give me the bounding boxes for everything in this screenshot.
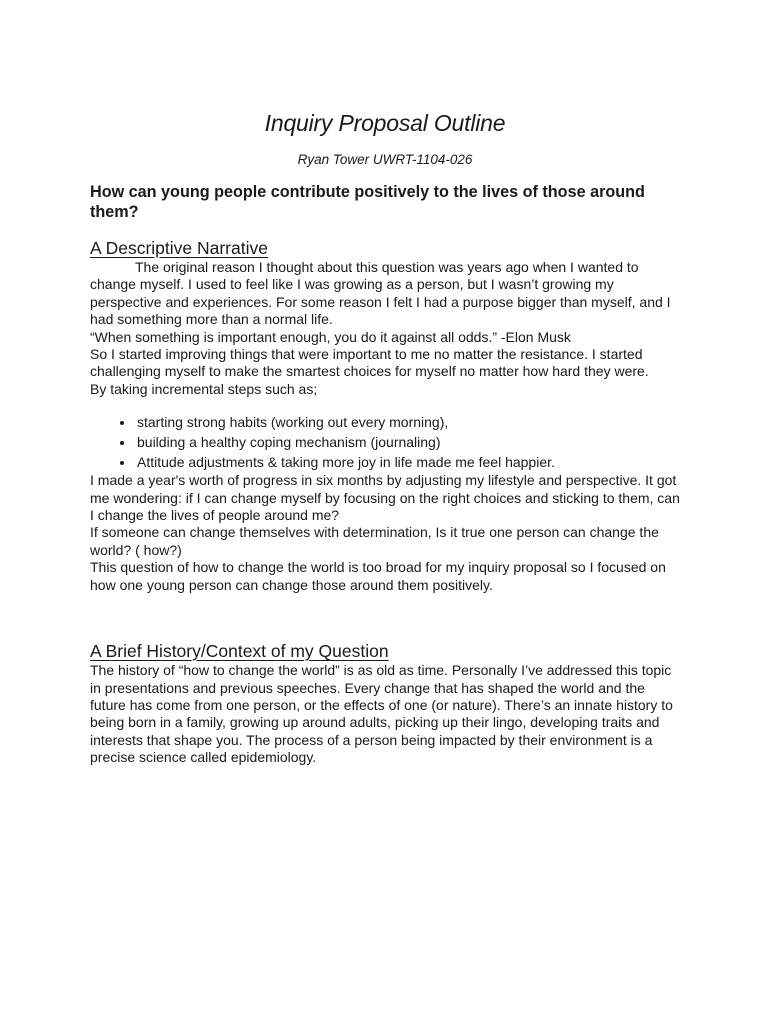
- section-heading-narrative: A Descriptive Narrative: [90, 238, 268, 258]
- section-heading-history: A Brief History/Context of my Question: [90, 641, 389, 662]
- bullet-item: • starting strong habits (working out every morning),: [135, 412, 680, 432]
- inquiry-question: How can young people contribute positively to the lives of those around them?: [90, 183, 645, 221]
- narrative-paragraph-3: By taking incremental steps such as;: [90, 380, 318, 397]
- elon-musk-quote: “When something is important enough, you do it against all odds.” -Elon Musk: [90, 328, 571, 345]
- narrative-paragraph-4: I made a year's worth of progress in six months by adjusting my lifestyle and perspective. It got me wondering: if I can change myself by focusing on the right choices and sticking to them, can I change the lives of people around me?: [90, 472, 680, 524]
- narrative-paragraph-6: This question of how to change the world is too broad for my inquiry proposal so I focused on how one young person can change those around them positively.: [90, 559, 666, 593]
- narrative-paragraph-2: So I started improving things that were important to me no matter the resistance. I started challenging myself to make the smartest choices for myself no matter how hard they were.: [90, 346, 649, 380]
- history-paragraph-1: The history of “how to change the world” is as old as time. Personally I’ve addressed this topic in presentations and previous speeches. Every change that has shaped the world and the future has come from one person, or the effects of one (or nature). There’s an innate history to being born in a family, growing up around adults, picking up their lingo, developing traits and interests that shape you. The process of a person being impacted by their environment is a precise science called epidemiology.: [90, 662, 673, 766]
- bullet-item: • building a healthy coping mechanism (journaling): [135, 432, 680, 452]
- steps-bullet-list: [90, 412, 680, 472]
- narrative-paragraph-5: If someone can change themselves with determination, Is it true one person can change the world? ( how?): [90, 524, 659, 558]
- document-title: Inquiry Proposal Outline: [264, 110, 506, 136]
- author-course-line: Ryan Tower UWRT-1104-026: [297, 152, 473, 167]
- bullet-item: • Attitude adjustments & taking more joy in life made me feel happier.: [135, 452, 680, 472]
- narrative-paragraph-1: The original reason I thought about this question was years ago when I wanted to change myself. I used to feel like I was growing as a person, but I wasn’t growing my perspective and experiences. For some reason I felt I had a purpose bigger than myself, and I had something more than a normal life.: [90, 259, 671, 328]
